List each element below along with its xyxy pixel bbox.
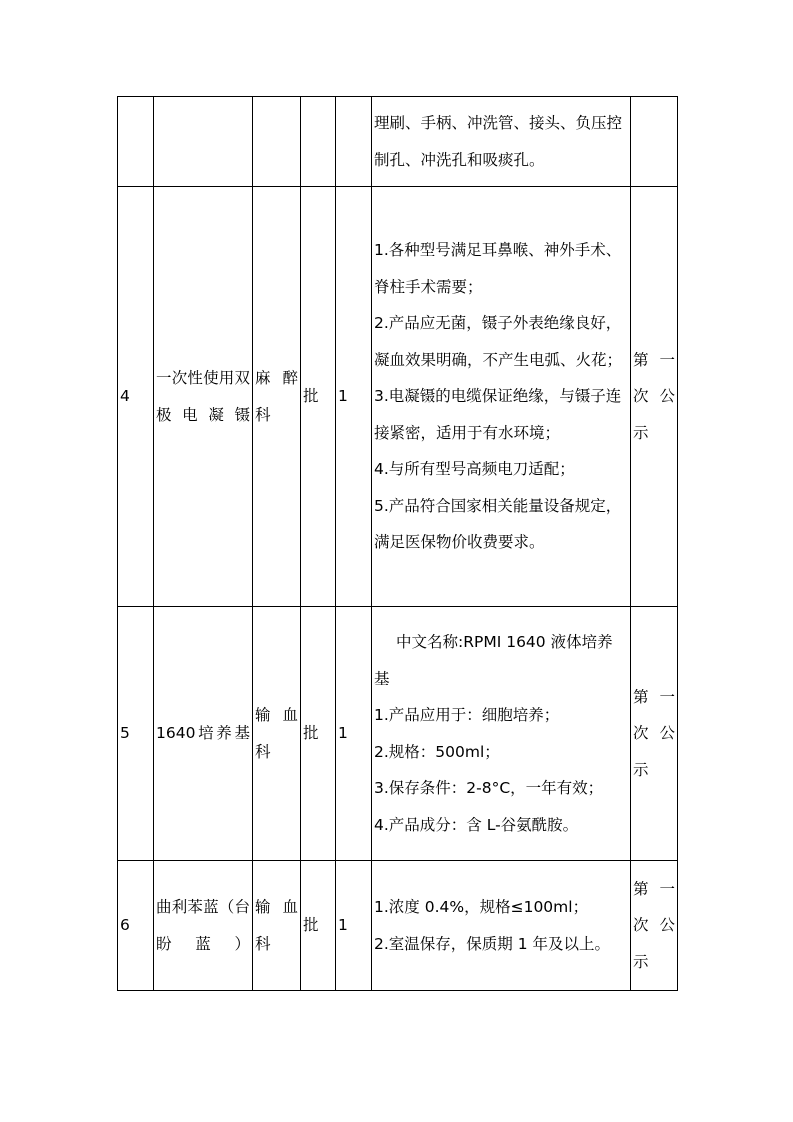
requirements	[372, 607, 631, 861]
requirement-line: 4.与所有型号高频电刀适配；	[374, 460, 575, 479]
requirement-line: 3.电凝镊的电缆保证绝缘，与镊子连接紧密，适用于有水环境；	[374, 387, 622, 442]
requirement-line: 理刷、手柄、冲洗管、接头、负压控制孔、冲洗孔和吸痰孔。	[374, 114, 623, 169]
unit: 批	[301, 607, 336, 861]
requirement-line: 5.产品符合国家相关能量设备规定，满足医保物价收费要求。	[374, 496, 622, 552]
note: 第一次公示	[631, 187, 678, 607]
item-name: 1640培养基	[154, 607, 253, 861]
table-row	[118, 97, 678, 187]
item-name: 一次性使用双极电凝镊	[154, 187, 253, 607]
requirements	[372, 187, 631, 607]
department	[253, 97, 301, 187]
quantity: 1	[336, 187, 372, 607]
note: 第一次公示	[631, 607, 678, 861]
requirement-line: 2.规格：500ml；	[374, 742, 500, 761]
requirement-line: 3.保存条件：2-8°C，一年有效；	[374, 779, 604, 797]
quantity	[336, 97, 372, 187]
requirement-line: 1.浓度 0.4%，规格≤100ml；	[374, 898, 589, 916]
quantity: 1	[336, 861, 372, 991]
requirement-line: 1.产品应用于：细胞培养；	[374, 706, 560, 724]
table-row	[118, 607, 678, 861]
note: 第一次公示	[631, 861, 678, 991]
requirement-line: 2.室温保存，保质期 1 年及以上。	[374, 934, 611, 953]
row-number: 4	[118, 187, 154, 607]
table-row	[118, 187, 678, 607]
unit	[301, 97, 336, 187]
department: 输血科	[253, 861, 301, 991]
quantity: 1	[336, 607, 372, 861]
row-number: 6	[118, 861, 154, 991]
department: 麻醉科	[253, 187, 301, 607]
note	[631, 97, 678, 187]
procurement-table	[117, 96, 678, 991]
requirement-line: 2.产品应无菌，镊子外表绝缘良好，凝血效果明确，不产生电弧、火花；	[374, 314, 623, 369]
unit: 批	[301, 861, 336, 991]
item-name: 曲利苯蓝（台盼蓝）	[154, 861, 253, 991]
requirement-line: 4.产品成分：含 L-谷氨酰胺。	[374, 815, 579, 834]
requirement-line: 中文名称:RPMI 1640 液体培养基	[374, 633, 613, 688]
department: 输血科	[253, 607, 301, 861]
requirements	[372, 861, 631, 991]
row-number: 5	[118, 607, 154, 861]
unit: 批	[301, 187, 336, 607]
row-number	[118, 97, 154, 187]
requirement-line: 1.各种型号满足耳鼻喉、神外手术、脊柱手术需要；	[374, 241, 622, 296]
item-name	[154, 97, 253, 187]
requirements	[372, 97, 631, 187]
table-row	[118, 861, 678, 991]
